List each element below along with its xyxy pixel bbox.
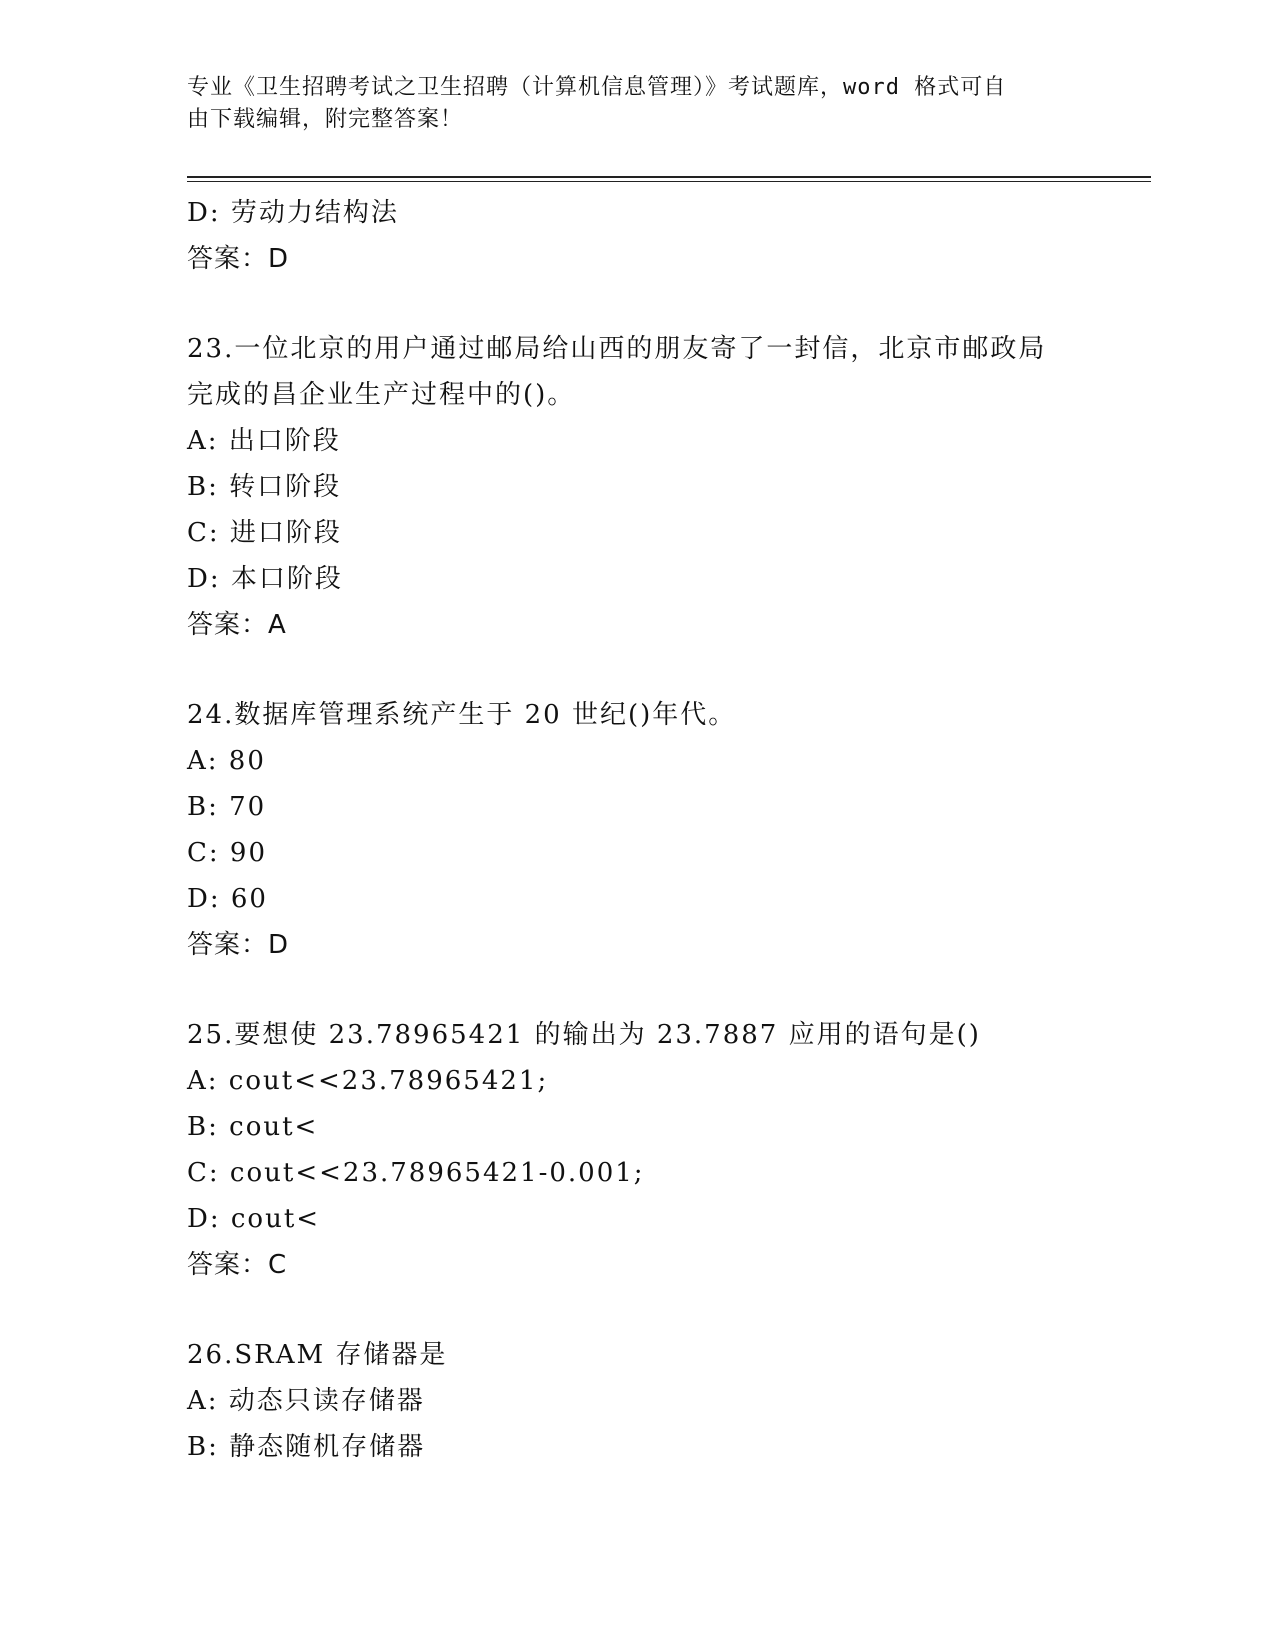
option-b: B: 70 <box>187 792 267 822</box>
question-26 <box>187 1332 1107 1470</box>
question-list <box>187 190 1107 1470</box>
option-a: A: 80 <box>187 746 266 776</box>
answer: 答案：A <box>187 610 287 640</box>
header-line-1: 专业《卫生招聘考试之卫生招聘（计算机信息管理）》考试题库，word 格式可自 <box>187 75 1007 100</box>
header-divider-thick <box>187 176 1151 178</box>
option-b: B: 转口阶段 <box>187 472 342 502</box>
option-d: D: 本口阶段 <box>187 564 343 594</box>
prev-answer: 答案：D <box>187 244 290 274</box>
option-a: A: cout<<23.78965421; <box>187 1066 549 1096</box>
document-header <box>187 72 1087 136</box>
question-stem: 25.要想使 23.78965421 的输出为 23.7887 应用的语句是() <box>187 1020 981 1050</box>
header-line-2: 由下载编辑，附完整答案！ <box>187 107 464 132</box>
question-stem-cont: 完成的昌企业生产过程中的()。 <box>187 380 576 410</box>
question-stem: 23.一位北京的用户通过邮局给山西的朋友寄了一封信，北京市邮政局 <box>187 334 1047 364</box>
option-a: A: 出口阶段 <box>187 426 341 456</box>
option-c: C: 进口阶段 <box>187 518 342 548</box>
question-stem: 26.SRAM 存储器是 <box>187 1340 448 1370</box>
question-stem: 24.数据库管理系统产生于 20 世纪()年代。 <box>187 700 737 730</box>
header-divider-thin <box>187 181 1151 182</box>
answer: 答案：C <box>187 1250 288 1280</box>
option-d: D: cout< <box>187 1204 321 1234</box>
option-a: A: 动态只读存储器 <box>187 1386 425 1416</box>
question-24 <box>187 692 1107 968</box>
option-c: C: cout<<23.78965421-0.001; <box>187 1158 645 1188</box>
prev-option-d: D: 劳动力结构法 <box>187 198 399 228</box>
answer: 答案：D <box>187 930 290 960</box>
question-25 <box>187 1012 1107 1288</box>
option-c: C: 90 <box>187 838 268 868</box>
option-b: B: 静态随机存储器 <box>187 1432 426 1462</box>
question-23 <box>187 326 1107 648</box>
option-d: D: 60 <box>187 884 268 914</box>
option-b: B: cout< <box>187 1112 319 1142</box>
